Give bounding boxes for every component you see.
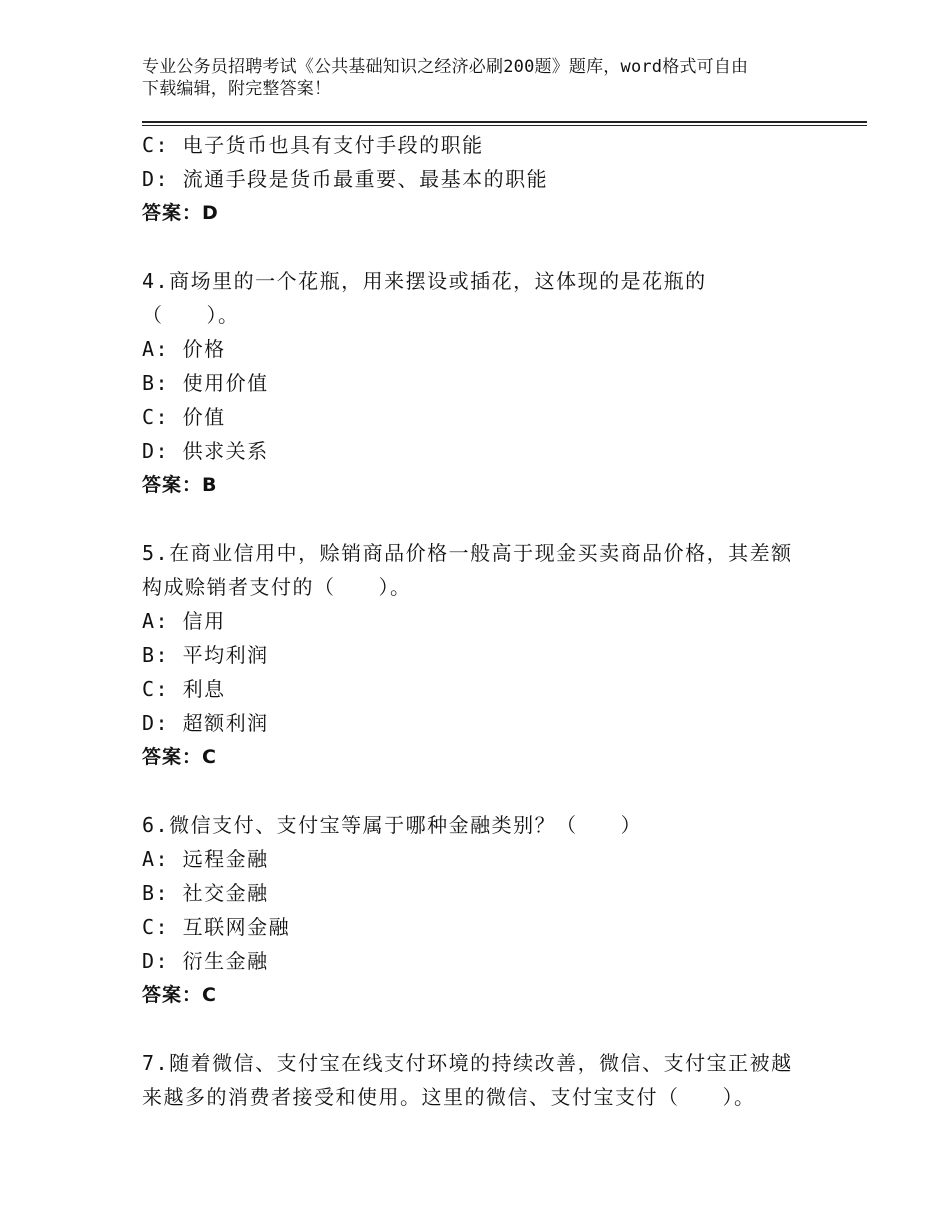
question-stem: 来越多的消费者接受和使用。这里的微信、支付宝支付（ ）。 [142,1085,756,1109]
option-c: C: 价值 [142,405,226,429]
option-c: C: 电子货币也具有支付手段的职能 [142,133,484,157]
answer-label: 答案：B [142,474,218,496]
option-d: D: 供求关系 [142,439,269,463]
question-3-tail [142,128,807,230]
option-a: A: 价格 [142,337,226,361]
page-header [142,56,802,100]
option-d: D: 超额利润 [142,711,269,735]
header-rule-thick [142,121,867,123]
question-5 [142,536,807,774]
spacer [142,774,807,808]
question-stem: 5.在商业信用中，赊销商品价格一般高于现金买卖商品价格，其差额 [142,541,793,565]
question-stem: 构成赊销者支付的（ ）。 [142,575,412,599]
question-stem: 7.随着微信、支付宝在线支付环境的持续改善，微信、支付宝正被越 [142,1051,793,1075]
option-b: B: 平均利润 [142,643,269,667]
question-stem: （ ）。 [142,303,240,327]
option-d: D: 衍生金融 [142,949,269,973]
header-line-2: 下载编辑，附完整答案！ [142,79,332,99]
question-content [142,128,807,1114]
option-b: B: 社交金融 [142,881,269,905]
option-d: D: 流通手段是货币最重要、最基本的职能 [142,167,549,191]
header-rule-thin [142,125,867,126]
answer-label: 答案：D [142,202,219,224]
option-a: A: 信用 [142,609,226,633]
question-6 [142,808,807,1012]
option-c: C: 互联网金融 [142,915,291,939]
question-stem: 4.商场里的一个花瓶，用来摆设或插花，这体现的是花瓶的 [142,269,707,293]
spacer [142,1012,807,1046]
question-4 [142,264,807,502]
spacer [142,502,807,536]
option-a: A: 远程金融 [142,847,269,871]
question-stem: 6.微信支付、支付宝等属于哪种金融类别？（ ） [142,813,643,837]
option-c: C: 利息 [142,677,226,701]
answer-label: 答案：C [142,746,217,768]
spacer [142,230,807,264]
answer-label: 答案：C [142,984,217,1006]
header-line-1: 专业公务员招聘考试《公共基础知识之经济必刷200题》题库，word格式可自由 [142,57,749,77]
option-b: B: 使用价值 [142,371,269,395]
question-7 [142,1046,807,1114]
